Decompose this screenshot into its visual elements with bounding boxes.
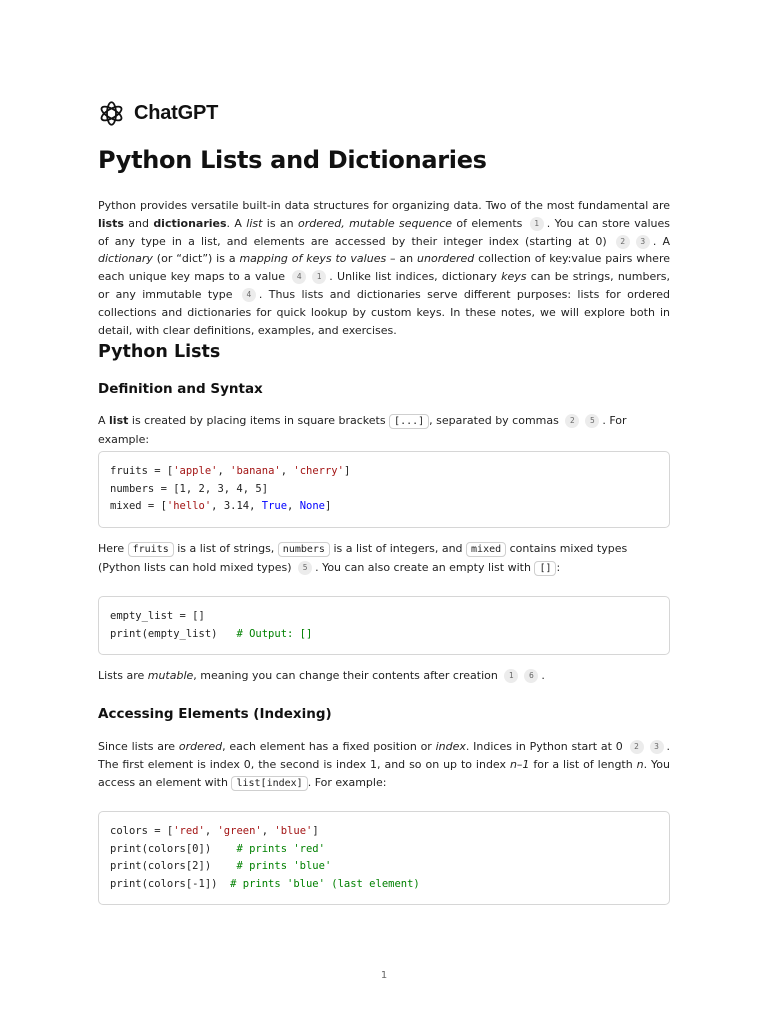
inline-code: list[index] — [231, 776, 307, 791]
subheading-definition: Definition and Syntax — [98, 381, 263, 397]
definition-paragraph: A list is created by placing items in square brackets [...] , separated by commas 2 5 . For example: — [98, 414, 627, 446]
citation-badge[interactable]: 3 — [650, 740, 664, 754]
citation-badge[interactable]: 6 — [524, 669, 538, 683]
page-number: 1 — [380, 970, 388, 981]
citation-badge[interactable]: 2 — [616, 235, 630, 249]
citation-badge[interactable]: 4 — [242, 288, 256, 302]
subheading-accessing: Accessing Elements (Indexing) — [98, 706, 332, 722]
citation-badge[interactable]: 2 — [630, 740, 644, 754]
inline-code: numbers — [278, 542, 330, 557]
citation-badge[interactable]: 4 — [292, 270, 306, 284]
intro-paragraph: Python provides versatile built-in data structures for organizing data. Two of the most fundamental are lists and dictionaries. A list is an ordered, mutable sequence of elements 1 . You can store values of any type in a list, and elements are accessed by their integer index (starting at 0) 2 3 . A dictionary (or “dict”) is a mapping of keys to values – an unordered collection of key:value pairs where each unique key maps to a value 4 1 . Unlike list indices, dictionary keys can be strings, numbers, or any immutable type 4 . Thus lists and dictionaries serve different purposes: lists for ordered collections and dictionaries for quick lookup by custom keys. In these notes, we will explore both in detail, with clear definitions, examples, and exercises. — [98, 199, 671, 337]
citation-badge[interactable]: 3 — [636, 235, 650, 249]
citation-badge[interactable]: 1 — [312, 270, 326, 284]
citation-badge[interactable]: 1 — [530, 217, 544, 231]
code-block-empty-list: empty_list = [] print(empty_list) # Output: [] — [98, 596, 670, 655]
section-heading-lists: Python Lists — [98, 342, 221, 362]
brand-header — [98, 100, 218, 127]
access-paragraph: Since lists are ordered, each element has a fixed position or index. Indices in Python start at 0 2 3 . The first element is index 0, the second is index 1, and so on up to index n–1 for a list of length n. You access an element with list[index] . For example: — [98, 740, 671, 789]
inline-code: [] — [534, 561, 556, 576]
citation-badge[interactable]: 5 — [585, 414, 599, 428]
inline-code: [...] — [389, 414, 429, 429]
code-block-indexing: colors = ['red', 'green', 'blue'] print(colors[0]) # prints 'red' print(colors[2]) # prints 'blue' print(colors[-1]) # prints 'blue' (last element) — [98, 811, 670, 905]
inline-code: mixed — [466, 542, 506, 557]
brand-name: ChatGPT — [134, 102, 219, 124]
citation-badge[interactable]: 1 — [504, 669, 518, 683]
code-block-list-examples: fruits = ['apple', 'banana', 'cherry'] numbers = [1, 2, 3, 4, 5] mixed = ['hello', 3.14, True, None] — [98, 451, 670, 528]
mutable-paragraph: Lists are mutable, meaning you can change their contents after creation 1 6 . — [98, 669, 545, 682]
openai-logo-icon — [98, 100, 125, 127]
here-paragraph: Here fruits is a list of strings, numbers is a list of integers, and mixed contains mixed types (Python lists can hold mixed types) 5 . You can also create an empty list with [] : — [98, 542, 628, 574]
citation-badge[interactable]: 2 — [565, 414, 579, 428]
page-title: Python Lists and Dictionaries — [98, 146, 487, 174]
inline-code: fruits — [128, 542, 174, 557]
citation-badge[interactable]: 5 — [298, 561, 312, 575]
